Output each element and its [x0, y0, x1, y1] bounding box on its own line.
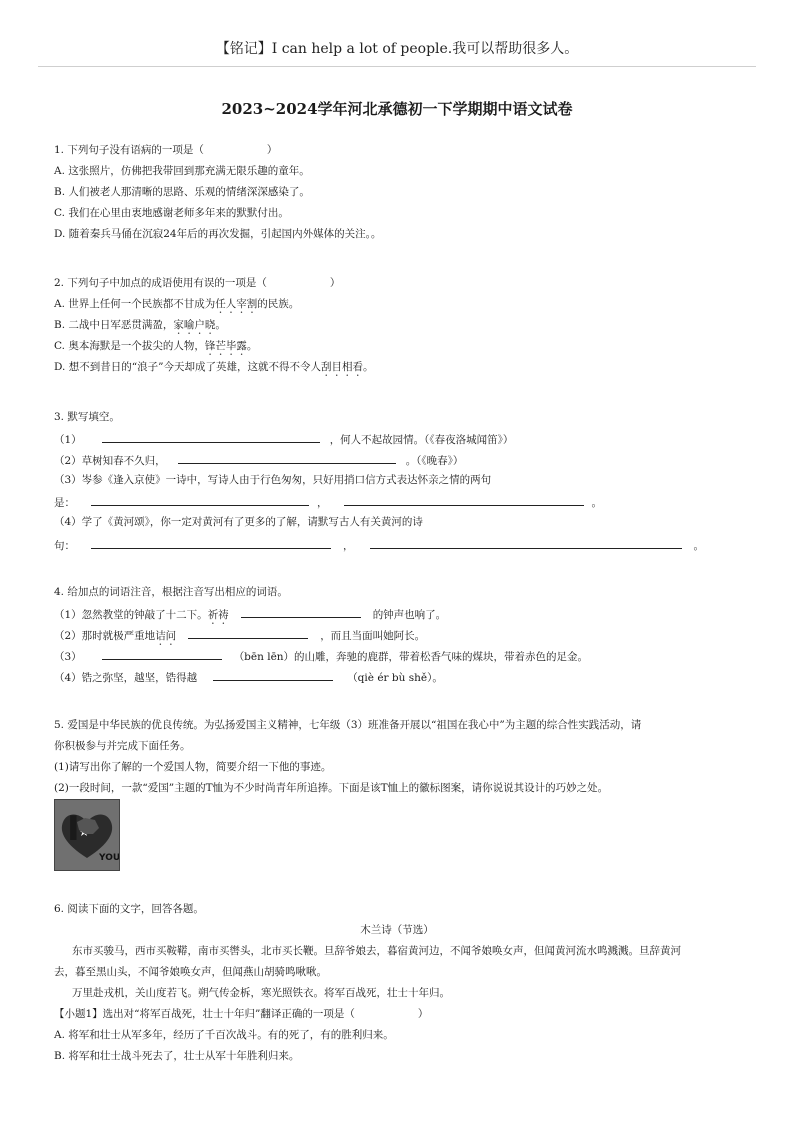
q3-s4-blank-2[interactable] [370, 537, 682, 549]
q4-s2-text: （2）那时就极严重地 [54, 630, 156, 642]
q1-option-c: C. 我们在心里由衷地感谢老师多年来的默默付出。 [54, 207, 289, 219]
q2-c-end: 。 [246, 340, 258, 352]
q4-s4-text: （4）锆之弥坚，越坚，锆得越 [54, 672, 198, 684]
q2-option-b [54, 318, 226, 337]
q4-s1-blank[interactable] [241, 606, 361, 618]
q2-b-end: 。 [215, 319, 226, 331]
q6-subquestion-1: 【小题1】选出对“将军百战死，壮士十年归”翻译正确的一项是（ ） [54, 1008, 429, 1020]
q3-s2-blank[interactable] [178, 452, 396, 464]
q4-s4-pinyin: （qiè ér bù shě）。 [347, 672, 443, 684]
poem-para2: 万里赴戎机，关山度若飞。朔气传金柝，寒光照铁衣。将军百战死，壮士十年归。 [72, 987, 450, 999]
poem-title: 木兰诗（节选） [360, 924, 434, 936]
q4-s1-word: 祈祷 [207, 609, 229, 621]
q1-option-a: A. 这张照片，仿佛把我带回到那充满无限乐趣的童年。 [54, 165, 310, 177]
badge-letter: I [67, 809, 80, 849]
q2-option-c [54, 339, 257, 358]
q2-a-text: A. 世界上任何一个民族都不甘成为 [54, 298, 216, 310]
q1-option-b: B. 人们被老人那清晰的思路、乐观的情绪深深感染了。 [54, 186, 310, 198]
exam-title: 2023~2024学年河北承德初一下学期期中语文试卷 [221, 100, 573, 118]
q3-s3-end: 。 [591, 497, 602, 509]
q3-s4-label: 句： [54, 540, 75, 552]
q2-stem: 2. 下列句子中加点的成语使用有误的一项是（ ） [54, 277, 341, 289]
q3-s4-end: 。 [693, 540, 704, 552]
q4-s2-word: 诘问 [155, 630, 177, 642]
q3-s3-blank-2[interactable] [344, 494, 584, 506]
header-divider [38, 66, 756, 67]
q4-s1-end: 的钟声也响了。 [372, 609, 447, 621]
q4-s3-text: （bēn lēn）的山雕，奔驰的鹿群，带着松香气味的煤块，带着赤色的足金。 [233, 651, 589, 663]
q4-s3-label: （3） [54, 651, 82, 663]
q3-sub3 [54, 494, 602, 510]
q2-b-text: B. 二战中日军恶贯满盈， [54, 319, 174, 331]
q2-b-idiom: 家喻户晓 [173, 319, 216, 331]
q5-intro-line2: 你积极参与并完成下面任务。 [54, 740, 191, 752]
q2-a-idiom: 任人宰割 [215, 298, 258, 310]
q2-d-end: 。 [362, 361, 374, 373]
q3-s1-text: ，何人不起故园情。（《春夜洛城闻笛》） [329, 434, 514, 446]
q3-sub2 [54, 452, 463, 468]
q2-option-d [54, 360, 373, 379]
q4-s2-blank[interactable] [188, 627, 308, 639]
q3-s1-blank[interactable] [102, 431, 320, 443]
q3-s3-label: 是： [54, 497, 75, 509]
q3-s4-comma: ， [343, 540, 354, 552]
q5-task-2: (2)一段时间，一款“爱国”主题的T恤为不少时尚青年所追捧。下面是该T恤上的徽标图案，请你说说其设计的巧妙之处。 [54, 782, 609, 794]
q2-c-text: C. 奥本海默是一个拔尖的人物， [54, 340, 205, 352]
q2-c-idiom: 锋芒毕露 [204, 340, 247, 352]
q3-sub1 [54, 431, 513, 447]
q3-s3-blank-1[interactable] [91, 494, 309, 506]
page-motto: 【铭记】I can help a lot of people.我可以帮助很多人。 [215, 41, 579, 57]
q2-d-text: D. 想不到昔日的“浪子”今天却成了英雄，这就不得不令人 [54, 361, 321, 373]
q1-option-d: D. 随着秦兵马俑在沉寂24年后的再次发掘，引起国内外媒体的关注。。 [54, 228, 382, 240]
tshirt-logo-image [54, 799, 120, 871]
q3-s2-source: 。（《晚春》） [405, 455, 464, 467]
q3-s2-text: （2）草树知春不久归， [54, 455, 166, 467]
q3-s4-blank-1[interactable] [91, 537, 331, 549]
q2-d-idiom: 刮目相看 [320, 361, 363, 373]
badge-you-text: YOU [99, 853, 119, 863]
q2-a-end: 的民族。 [257, 298, 300, 310]
q3-stem: 3. 默写填空。 [54, 411, 120, 423]
q4-sub4 [54, 669, 443, 685]
q4-s1-text: （1）忽然教堂的钟敲了十二下。 [54, 609, 208, 621]
q5-task-1: (1)请写出你了解的一个爱国人物，简要介绍一下他的事迹。 [54, 761, 332, 773]
poem-para1-line2: 去，暮至黑山头，不闻爷娘唤女声，但闻燕山胡骑鸣啾啾。 [54, 966, 327, 978]
q3-sub4 [54, 537, 704, 553]
q4-s2-end: ，而且当面叫她阿长。 [320, 630, 426, 642]
q4-s3-blank[interactable] [102, 648, 222, 660]
q4-s4-blank[interactable] [213, 669, 333, 681]
heart-star-emblem-icon [55, 800, 119, 870]
q2-option-a [54, 297, 299, 316]
poem-para1-line1: 东市买骏马，西市买鞍鞯，南市买辔头，北市买长鞭。旦辞爷娘去，暮宿黄河边，不闻爷娘唤女声，但闻黄河流水鸣溅溅。旦辞黄河 [72, 945, 681, 957]
q6-option-a: A. 将军和壮士从军多年，经历了千百次战斗。有的死了，有的胜利归来。 [54, 1029, 394, 1041]
q6-stem: 6. 阅读下面的文字，回答各题。 [54, 903, 204, 915]
q3-s3-comma: ， [317, 497, 328, 509]
q3-sub4-prompt: （4）学了《黄河颂》，你一定对黄河有了更多的了解，请默写古人有关黄河的诗 [54, 516, 423, 528]
q3-s1-label: （1） [54, 434, 82, 446]
q4-sub1 [54, 606, 446, 627]
q3-sub3-prompt: （3）岑参《逢入京使》一诗中，写诗人由于行色匆匆，只好用捎口信方式表达怀亲之情的两句 [54, 474, 492, 486]
q4-sub3 [54, 648, 588, 664]
q1-stem: 1. 下列句子没有语病的一项是（ ） [54, 144, 278, 156]
q4-sub2 [54, 627, 425, 648]
q6-option-b: B. 将军和壮士战斗死去了，壮士从军十年胜利归来。 [54, 1050, 300, 1062]
q5-intro-line1: 5. 爱国是中华民族的优良传统。为弘扬爱国主义精神，七年级（3）班准备开展以“祖国在我心中”为主题的综合性实践活动，请 [54, 719, 642, 731]
q4-stem: 4. 给加点的词语注音，根据注音写出相应的词语。 [54, 586, 288, 598]
